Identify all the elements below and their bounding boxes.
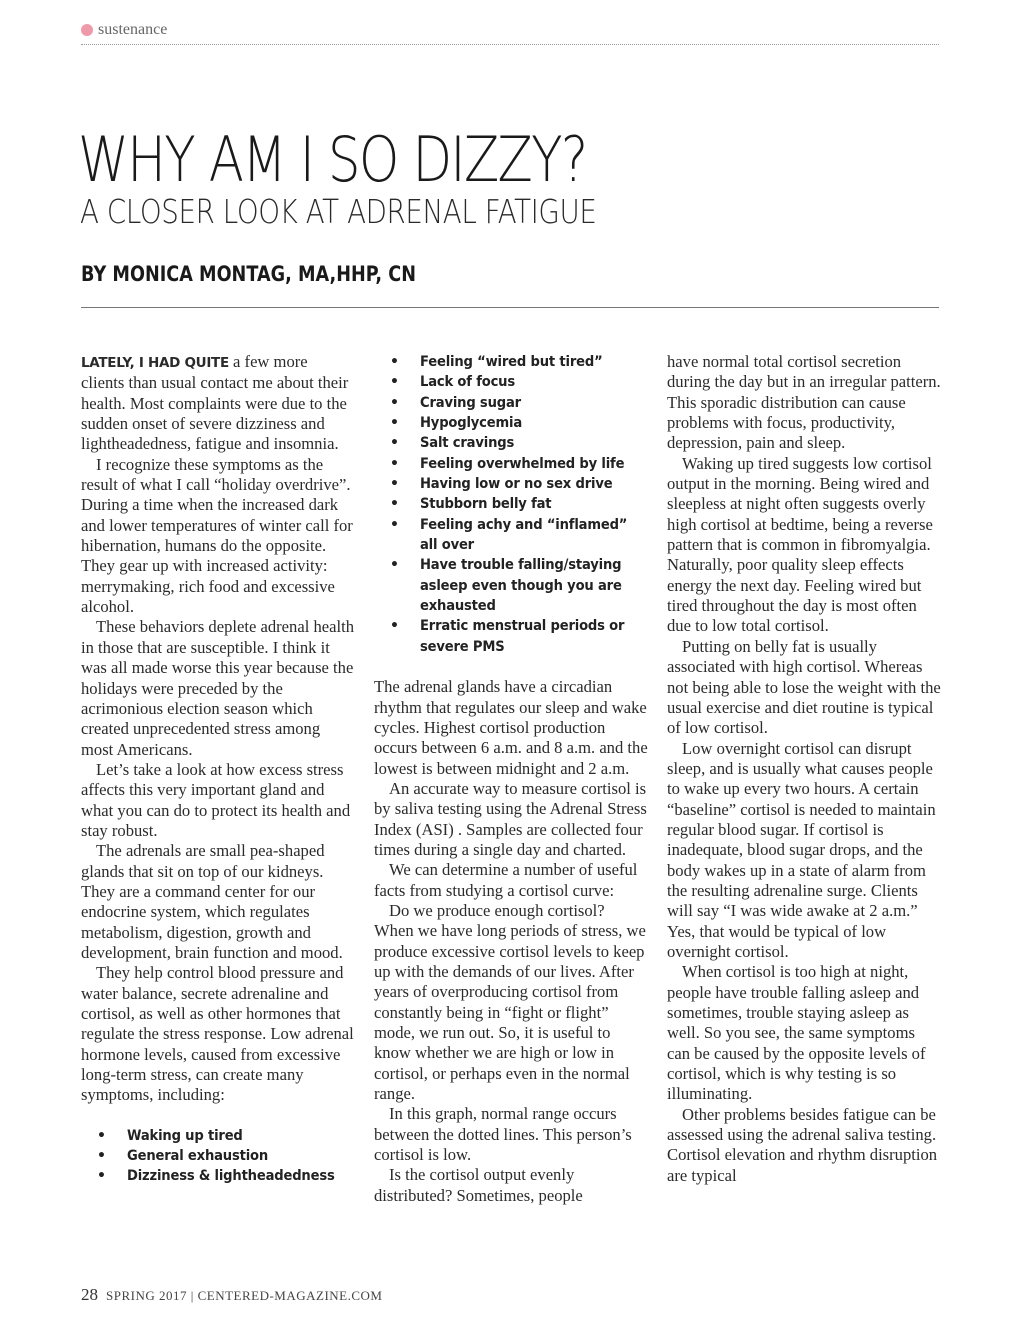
paragraph: Waking up tired suggests low cortisol output in the morning. Being wired and sleepless at night often suggests overly high cortisol at bedtime, being a reverse pattern that is common in fibromyalgia. Naturally, poor quality sleep effects energy the next day. Feeling wired but tired throughout the day is most often due to low total cortisol. — [667, 453, 933, 636]
symptom-list — [81, 1126, 355, 1187]
bullet-icon: • — [390, 374, 399, 391]
section-tag — [81, 21, 167, 39]
bullet-icon: • — [390, 415, 399, 432]
list-item: • Salt cravings — [374, 433, 648, 453]
paragraph: Is the cortisol output evenly distributed? Sometimes, people — [374, 1165, 583, 1205]
list-item: • Feeling “wired but tired” — [374, 352, 648, 372]
paragraph: Do we produce enough cortisol? When we have long periods of stress, we produce excessive cortisol levels to keep up with the demands of our lives. After years of overproducing cortisol from constantly being in “fight or flight” mode, we run out. So, it is useful to know whether we are high or low in cortisol, or perhaps even in the normal range. — [374, 900, 646, 1104]
bullet-icon: • — [390, 476, 399, 493]
list-item: • General exhaustion — [81, 1146, 355, 1166]
list-item: • Feeling overwhelmed by life — [374, 454, 648, 474]
bullet-icon: • — [390, 455, 399, 472]
list-item: • Hypoglycemia — [374, 413, 648, 433]
list-item: • Stubborn belly fat — [374, 494, 648, 514]
section-dot-icon — [81, 24, 93, 36]
article-byline: BY MONICA MONTAG, MA,HHP, CN — [81, 262, 416, 286]
bullet-icon: • — [390, 435, 399, 452]
paragraph: The adrenals are small pea-shaped glands that sit on top of our kidneys. They are a command center for our endocrine system, which regulates metabolism, digestion, growth and development, brain function and mood. — [81, 841, 343, 962]
bullet-icon: • — [97, 1148, 106, 1165]
section-label: sustenance — [98, 21, 168, 38]
paragraph: Putting on belly fat is usually associated with high cortisol. Whereas not being able to lose the weight with the usual exercise and diet routine is typical of low cortisol. — [667, 636, 941, 738]
paragraph: We can determine a number of useful facts from studying a cortisol curve: — [374, 860, 638, 900]
bullet-icon: • — [97, 1168, 106, 1185]
list-item: • Erratic menstrual periods or severe PMS — [390, 617, 625, 655]
paragraph: Low overnight cortisol can disrupt sleep, and is usually what causes people to wake up every two hours. A certain “baseline” cortisol is needed to maintain regular blood sugar. If cortisol is inadequate, blood sugar drops, and the body wakes up in a state of alarm from the resulting adrenaline surge. Clients will say “I was wide awake at 2 a.m.” Yes, that would be typical of low overnight cortisol. — [667, 738, 936, 961]
paragraph-text: a few more clients than usual contact me about their health. Most complaints were due to the sudden onset of severe dizziness and lightheadedness, fatigue and insomnia. — [81, 352, 349, 454]
lead-in: LATELY, I HAD QUITE — [81, 355, 229, 371]
bullet-icon: • — [390, 516, 399, 533]
paragraph: Other problems besides fatigue can be assessed using the adrenal saliva testing. Cortisol elevation and rhythm disruption are typical — [667, 1104, 938, 1185]
list-item: • Feeling achy and “inflamed” all over — [390, 515, 628, 554]
list-item: • Having low or no sex drive — [374, 474, 648, 494]
bullet-icon: • — [390, 354, 399, 370]
paragraph: In this graph, normal range occurs between the dotted lines. This person’s cortisol is low. — [374, 1104, 632, 1165]
bullet-icon: • — [97, 1127, 106, 1144]
bullet-icon: • — [390, 496, 399, 513]
article-subtitle: A CLOSER LOOK AT ADRENAL FATIGUE — [80, 192, 597, 231]
page-number: 28 — [81, 1285, 98, 1304]
column-3 — [667, 352, 941, 1186]
header-divider — [81, 44, 939, 45]
paragraph: The adrenal glands have a circadian rhythm that regulates our sleep and wake cycles. Highest cortisol production occurs between 6 a.m. and 8 a.m. and the lowest is between midnight and 2 a.m. — [374, 677, 648, 778]
article-title: WHY AM I SO DIZZY? — [78, 123, 587, 196]
list-item: • Craving sugar — [374, 393, 648, 413]
paragraph: I recognize these symptoms as the result of what I call “holiday overdrive”. During a time when the increased dark and lower temperatures of winter call for hibernation, humans do the opposite. They gear up with increased activity: merrymaking, rich food and excessive alcohol. — [81, 454, 353, 617]
page-footer — [81, 1285, 383, 1305]
list-item: • Dizziness & lightheadedness — [81, 1166, 355, 1186]
paragraph: An accurate way to measure cortisol is by saliva testing using the Adrenal Stress Index (ASI) . Samples are collected four times during a single day and charted. — [374, 778, 647, 859]
paragraph: Let’s take a look at how excess stress affects this very important gland and what you can do to protect its health and stay robust. — [81, 759, 351, 840]
symptom-list — [374, 352, 648, 657]
paragraph: When cortisol is too high at night, people have trouble falling asleep and sometimes, trouble staying asleep as well. So you see, the same symptoms can be caused by the opposite levels of cortisol, which is why testing is so illuminating. — [667, 962, 926, 1104]
paragraph: These behaviors deplete adrenal health in those that are susceptible. I think it was all made worse this year because the holidays were preceded by the acrimonious election season which created unprecedented stress among most Americans. — [81, 617, 355, 759]
bullet-icon: • — [390, 394, 399, 411]
list-item: • Have trouble falling/staying asleep even though you are exhausted — [390, 556, 622, 615]
bullet-icon: • — [390, 618, 399, 635]
list-item: • Lack of focus — [374, 372, 648, 392]
paragraph: have normal total cortisol secretion during the day but in an irregular pattern. This sporadic distribution can cause problems with focus, productivity, depression, pain and sleep. — [667, 352, 941, 453]
paragraph — [81, 352, 355, 455]
paragraph: They help control blood pressure and water balance, secrete adrenaline and cortisol, as well as other hormones that regulate the stress response. Low adrenal hormone levels, caused from excessive long-term stress, can create many symptoms, including: — [81, 963, 354, 1105]
bullet-icon: • — [390, 557, 399, 574]
issue-label: SPRING 2017 | CENTERED-MAGAZINE.COM — [106, 1288, 383, 1303]
list-item: • Waking up tired — [81, 1126, 355, 1146]
column-1 — [81, 352, 355, 1187]
column-2 — [374, 352, 648, 1206]
byline-divider — [81, 307, 939, 308]
